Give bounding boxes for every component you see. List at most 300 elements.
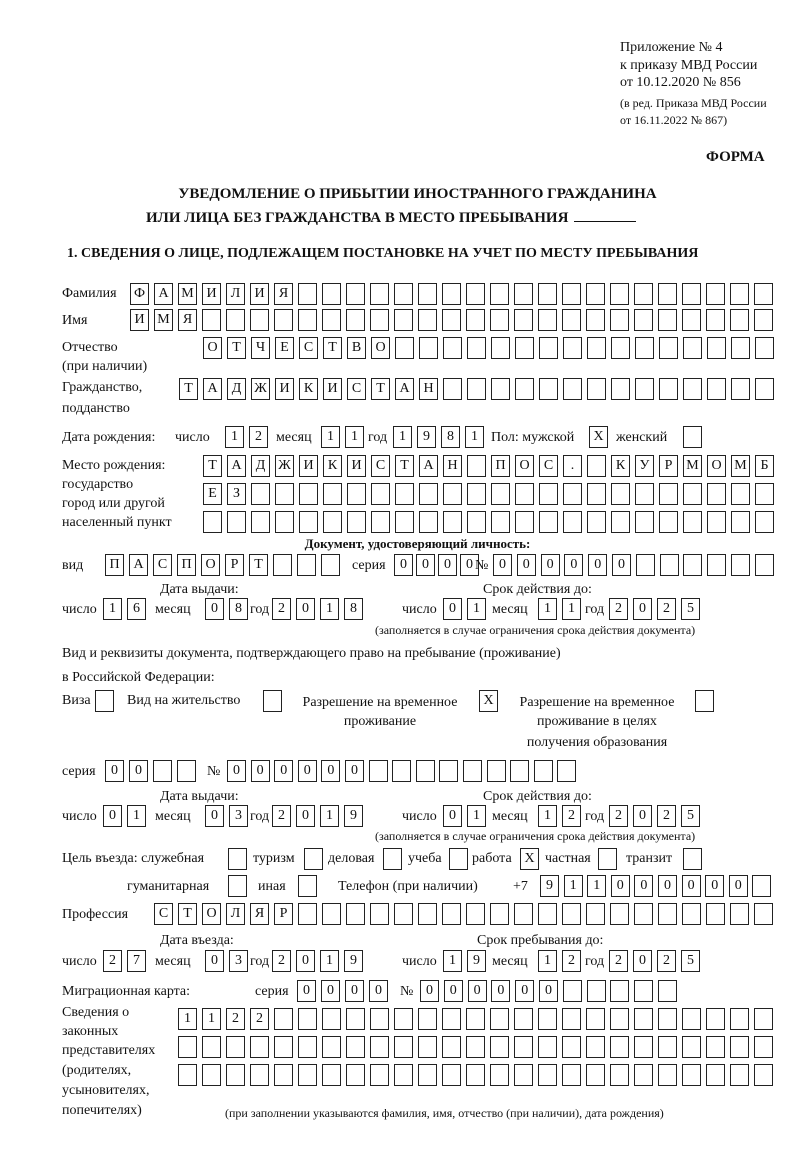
char-box[interactable]: Я [250,903,269,925]
char-box[interactable]: Л [226,903,245,925]
char-box[interactable] [370,309,389,331]
char-box[interactable]: Т [203,455,222,477]
char-box[interactable] [274,309,293,331]
char-box[interactable]: Р [274,903,293,925]
char-box[interactable]: М [154,309,173,331]
char-box[interactable] [706,903,725,925]
char-box[interactable]: Т [179,378,198,400]
char-box[interactable]: А [129,554,148,576]
char-box[interactable] [515,378,534,400]
char-box[interactable] [658,1036,677,1058]
char-box[interactable] [707,337,726,359]
char-box[interactable] [395,483,414,505]
char-box[interactable]: 0 [321,760,340,782]
char-box[interactable]: 0 [420,980,439,1002]
char-box[interactable]: 0 [394,554,413,576]
char-box[interactable]: 0 [460,554,479,576]
char-box[interactable] [634,980,653,1002]
char-box[interactable] [322,903,341,925]
char-box[interactable]: 2 [657,598,676,620]
char-box[interactable] [394,1036,413,1058]
char-box[interactable]: Т [249,554,268,576]
char-box[interactable] [443,337,462,359]
char-box[interactable]: С [153,554,172,576]
char-box[interactable]: С [154,903,173,925]
char-box[interactable]: У [635,455,654,477]
char-box[interactable]: 0 [438,554,457,576]
char-box[interactable] [490,1064,509,1086]
char-box[interactable]: 1 [103,598,122,620]
char-box[interactable]: Х [520,848,539,870]
char-box[interactable] [418,309,437,331]
char-box[interactable] [563,337,582,359]
char-box[interactable] [298,1036,317,1058]
char-box[interactable]: 0 [105,760,124,782]
char-box[interactable] [538,1036,557,1058]
char-box[interactable]: 2 [562,950,581,972]
char-box[interactable] [178,1064,197,1086]
char-box[interactable]: Д [251,455,270,477]
char-box[interactable] [419,337,438,359]
char-box[interactable] [706,1036,725,1058]
char-box[interactable] [706,283,725,305]
char-box[interactable] [659,511,678,533]
char-box[interactable] [250,309,269,331]
char-box[interactable] [322,309,341,331]
char-box[interactable]: 0 [541,554,560,576]
char-box[interactable] [490,1036,509,1058]
char-box[interactable] [347,511,366,533]
char-box[interactable]: 0 [443,805,462,827]
char-box[interactable] [419,483,438,505]
char-box[interactable] [587,455,606,477]
char-box[interactable] [370,1036,389,1058]
char-box[interactable]: 1 [320,950,339,972]
char-box[interactable]: Ч [251,337,270,359]
char-box[interactable] [297,554,316,576]
char-box[interactable]: 0 [633,598,652,620]
char-box[interactable]: 0 [705,875,724,897]
char-box[interactable] [467,337,486,359]
char-box[interactable]: 8 [441,426,460,448]
char-box[interactable] [562,283,581,305]
char-box[interactable]: Е [203,483,222,505]
char-box[interactable] [658,1008,677,1030]
char-box[interactable]: Н [443,455,462,477]
char-box[interactable] [586,283,605,305]
char-box[interactable] [538,283,557,305]
char-box[interactable] [635,483,654,505]
char-box[interactable]: И [347,455,366,477]
char-box[interactable]: 9 [344,950,363,972]
char-box[interactable] [557,760,576,782]
char-box[interactable]: 1 [202,1008,221,1030]
char-box[interactable] [730,1036,749,1058]
char-box[interactable]: 0 [633,950,652,972]
char-box[interactable]: С [347,378,366,400]
char-box[interactable] [418,1064,437,1086]
char-box[interactable] [658,283,677,305]
char-box[interactable] [611,483,630,505]
char-box[interactable] [416,760,435,782]
char-box[interactable] [510,760,529,782]
char-box[interactable]: 0 [515,980,534,1002]
char-box[interactable]: 0 [369,980,388,1002]
char-box[interactable] [683,848,702,870]
char-box[interactable] [635,337,654,359]
char-box[interactable] [322,283,341,305]
char-box[interactable] [274,1036,293,1058]
char-box[interactable] [731,337,750,359]
char-box[interactable] [683,337,702,359]
char-box[interactable]: 1 [225,426,244,448]
char-box[interactable] [539,337,558,359]
char-box[interactable] [419,511,438,533]
char-box[interactable] [227,511,246,533]
char-box[interactable] [466,1036,485,1058]
char-box[interactable] [490,283,509,305]
char-box[interactable] [346,1036,365,1058]
char-box[interactable] [538,1064,557,1086]
char-box[interactable]: П [177,554,196,576]
char-box[interactable]: Т [178,903,197,925]
char-box[interactable]: 0 [296,805,315,827]
char-box[interactable] [466,1064,485,1086]
char-box[interactable]: 0 [588,554,607,576]
char-box[interactable] [634,1008,653,1030]
char-box[interactable] [730,1008,749,1030]
char-box[interactable] [730,309,749,331]
char-box[interactable] [323,511,342,533]
char-box[interactable] [754,283,773,305]
char-box[interactable] [754,309,773,331]
char-box[interactable]: 0 [129,760,148,782]
char-box[interactable]: 1 [345,426,364,448]
char-box[interactable] [491,337,510,359]
char-box[interactable] [442,283,461,305]
char-box[interactable]: 0 [633,805,652,827]
char-box[interactable]: 0 [682,875,701,897]
char-box[interactable] [418,903,437,925]
char-box[interactable] [610,980,629,1002]
char-box[interactable]: 9 [467,950,486,972]
char-box[interactable] [299,511,318,533]
char-box[interactable]: 2 [272,805,291,827]
char-box[interactable] [370,1008,389,1030]
char-box[interactable]: И [202,283,221,305]
char-box[interactable] [178,1036,197,1058]
char-box[interactable]: О [203,337,222,359]
char-box[interactable] [418,1036,437,1058]
char-box[interactable]: Х [589,426,608,448]
char-box[interactable] [731,554,750,576]
char-box[interactable] [463,760,482,782]
char-box[interactable]: 0 [658,875,677,897]
char-box[interactable] [370,283,389,305]
char-box[interactable] [466,903,485,925]
char-box[interactable] [298,309,317,331]
char-box[interactable]: Т [395,455,414,477]
char-box[interactable] [383,848,402,870]
char-box[interactable] [323,483,342,505]
char-box[interactable] [610,283,629,305]
char-box[interactable] [491,378,510,400]
char-box[interactable] [371,483,390,505]
char-box[interactable]: Н [419,378,438,400]
char-box[interactable]: 1 [320,805,339,827]
char-box[interactable] [370,1064,389,1086]
char-box[interactable] [228,848,247,870]
char-box[interactable]: 9 [417,426,436,448]
char-box[interactable]: А [203,378,222,400]
char-box[interactable] [707,378,726,400]
char-box[interactable] [514,283,533,305]
char-box[interactable] [490,1008,509,1030]
char-box[interactable] [562,1008,581,1030]
char-box[interactable]: 0 [468,980,487,1002]
char-box[interactable] [466,283,485,305]
char-box[interactable] [226,1064,245,1086]
char-box[interactable] [203,511,222,533]
char-box[interactable] [562,1064,581,1086]
char-box[interactable]: 1 [443,950,462,972]
char-box[interactable] [707,554,726,576]
char-box[interactable]: П [491,455,510,477]
char-box[interactable] [394,1064,413,1086]
char-box[interactable]: С [539,455,558,477]
char-box[interactable]: И [275,378,294,400]
char-box[interactable]: 8 [229,598,248,620]
char-box[interactable]: А [419,455,438,477]
char-box[interactable] [731,378,750,400]
char-box[interactable] [610,1064,629,1086]
char-box[interactable]: 2 [272,598,291,620]
char-box[interactable] [682,283,701,305]
char-box[interactable]: Ж [251,378,270,400]
char-box[interactable] [274,1064,293,1086]
char-box[interactable] [634,903,653,925]
char-box[interactable] [586,309,605,331]
char-box[interactable] [250,1064,269,1086]
char-box[interactable]: 2 [226,1008,245,1030]
char-box[interactable] [263,690,282,712]
char-box[interactable] [683,378,702,400]
char-box[interactable] [491,511,510,533]
title-blank-line[interactable] [574,207,636,222]
char-box[interactable]: К [299,378,318,400]
char-box[interactable]: О [515,455,534,477]
char-box[interactable] [730,903,749,925]
char-box[interactable]: 0 [444,980,463,1002]
char-box[interactable] [274,1008,293,1030]
char-box[interactable]: 1 [320,598,339,620]
char-box[interactable] [346,309,365,331]
char-box[interactable]: 5 [681,805,700,827]
char-box[interactable]: К [323,455,342,477]
char-box[interactable]: 1 [127,805,146,827]
char-box[interactable]: 1 [465,426,484,448]
char-box[interactable]: 2 [562,805,581,827]
char-box[interactable] [298,1008,317,1030]
char-box[interactable] [683,483,702,505]
char-box[interactable]: К [611,455,630,477]
char-box[interactable] [514,1036,533,1058]
char-box[interactable]: 1 [564,875,583,897]
char-box[interactable]: 2 [609,805,628,827]
char-box[interactable] [659,337,678,359]
char-box[interactable] [755,337,774,359]
char-box[interactable]: И [299,455,318,477]
char-box[interactable] [467,455,486,477]
char-box[interactable] [539,483,558,505]
char-box[interactable] [610,1008,629,1030]
char-box[interactable] [755,378,774,400]
char-box[interactable]: О [201,554,220,576]
char-box[interactable] [658,980,677,1002]
char-box[interactable] [682,903,701,925]
char-box[interactable] [754,1036,773,1058]
char-box[interactable] [298,283,317,305]
char-box[interactable] [442,1064,461,1086]
char-box[interactable]: 0 [298,760,317,782]
char-box[interactable] [707,511,726,533]
char-box[interactable] [370,903,389,925]
char-box[interactable] [322,1008,341,1030]
char-box[interactable] [321,554,340,576]
char-box[interactable] [467,378,486,400]
char-box[interactable] [634,283,653,305]
char-box[interactable] [586,903,605,925]
char-box[interactable] [634,309,653,331]
char-box[interactable]: 2 [609,598,628,620]
char-box[interactable]: 1 [178,1008,197,1030]
char-box[interactable] [659,483,678,505]
char-box[interactable] [539,511,558,533]
char-box[interactable] [298,1064,317,1086]
char-box[interactable]: 1 [538,805,557,827]
char-box[interactable] [443,483,462,505]
char-box[interactable] [611,511,630,533]
char-box[interactable] [635,378,654,400]
char-box[interactable]: П [105,554,124,576]
char-box[interactable] [226,1036,245,1058]
char-box[interactable]: 0 [297,980,316,1002]
char-box[interactable]: 1 [538,950,557,972]
char-box[interactable] [226,309,245,331]
char-box[interactable] [514,903,533,925]
char-box[interactable] [598,848,617,870]
char-box[interactable] [514,1064,533,1086]
char-box[interactable] [634,1064,653,1086]
char-box[interactable] [755,483,774,505]
char-box[interactable] [706,1008,725,1030]
char-box[interactable] [514,309,533,331]
char-box[interactable]: 8 [344,598,363,620]
char-box[interactable] [682,1036,701,1058]
char-box[interactable]: 2 [249,426,268,448]
char-box[interactable] [443,511,462,533]
char-box[interactable] [563,378,582,400]
char-box[interactable] [658,309,677,331]
char-box[interactable] [587,511,606,533]
char-box[interactable] [251,511,270,533]
char-box[interactable] [394,309,413,331]
char-box[interactable] [695,690,714,712]
char-box[interactable]: А [154,283,173,305]
char-box[interactable] [755,554,774,576]
char-box[interactable] [490,309,509,331]
char-box[interactable] [466,309,485,331]
char-box[interactable] [95,690,114,712]
char-box[interactable] [610,309,629,331]
char-box[interactable]: 2 [609,950,628,972]
char-box[interactable]: М [178,283,197,305]
char-box[interactable] [395,511,414,533]
char-box[interactable]: Р [225,554,244,576]
char-box[interactable] [610,903,629,925]
char-box[interactable] [752,875,771,897]
char-box[interactable] [754,1008,773,1030]
char-box[interactable]: 0 [205,598,224,620]
char-box[interactable] [418,283,437,305]
char-box[interactable] [371,511,390,533]
char-box[interactable] [682,1064,701,1086]
char-box[interactable]: 0 [611,875,630,897]
char-box[interactable] [322,1036,341,1058]
char-box[interactable] [250,1036,269,1058]
char-box[interactable] [534,760,553,782]
char-box[interactable] [442,1036,461,1058]
char-box[interactable]: Т [323,337,342,359]
char-box[interactable]: 0 [517,554,536,576]
char-box[interactable]: 0 [321,980,340,1002]
char-box[interactable] [443,378,462,400]
char-box[interactable] [346,1008,365,1030]
char-box[interactable]: Б [755,455,774,477]
char-box[interactable] [586,1036,605,1058]
char-box[interactable] [730,283,749,305]
char-box[interactable]: 0 [274,760,293,782]
char-box[interactable] [635,511,654,533]
char-box[interactable] [515,483,534,505]
char-box[interactable]: 9 [540,875,559,897]
char-box[interactable] [228,875,247,897]
char-box[interactable] [562,903,581,925]
char-box[interactable]: 0 [296,598,315,620]
char-box[interactable] [755,511,774,533]
char-box[interactable] [611,337,630,359]
char-box[interactable]: М [683,455,702,477]
char-box[interactable] [586,1064,605,1086]
char-box[interactable]: 0 [251,760,270,782]
char-box[interactable] [586,1008,605,1030]
char-box[interactable] [754,903,773,925]
char-box[interactable]: Ж [275,455,294,477]
char-box[interactable]: И [323,378,342,400]
char-box[interactable]: А [395,378,414,400]
char-box[interactable]: Х [479,690,498,712]
char-box[interactable] [418,1008,437,1030]
char-box[interactable]: . [563,455,582,477]
char-box[interactable]: О [371,337,390,359]
char-box[interactable] [562,309,581,331]
char-box[interactable] [442,903,461,925]
char-box[interactable]: 0 [227,760,246,782]
char-box[interactable]: Т [371,378,390,400]
char-box[interactable] [587,337,606,359]
char-box[interactable]: 0 [539,980,558,1002]
char-box[interactable] [442,309,461,331]
